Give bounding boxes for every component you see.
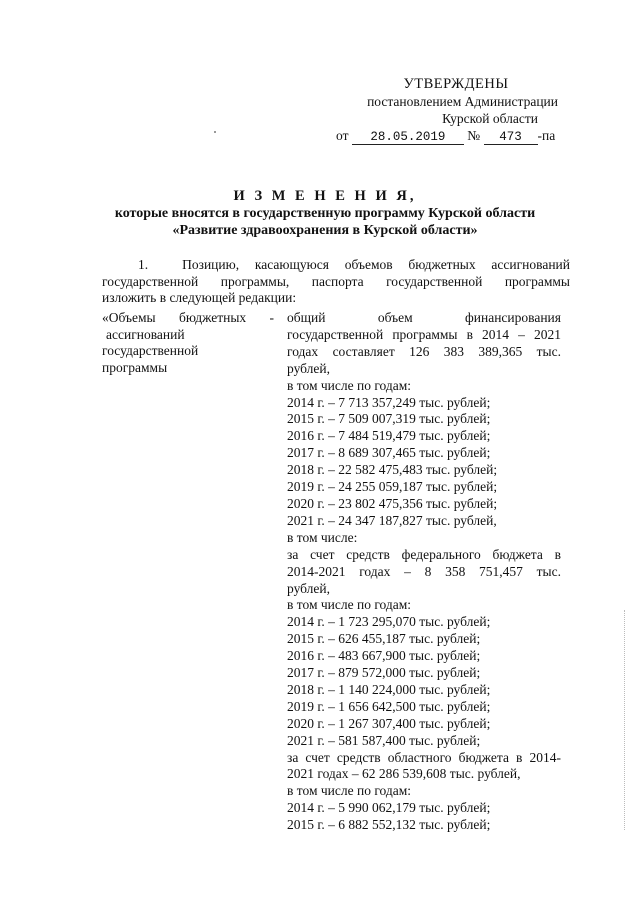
federal-by-years-label: в том числе по годам: [287,597,412,613]
federal-year-line: 2016 г. – 483 667,900 тыс. рублей; [287,648,481,664]
paragraph-1 [102,257,570,307]
approval-stamp [336,76,576,145]
heading-subtitle-1: которые вносятся в государственную программу Курской области [114,206,536,221]
paragraph-line-1: 1. Позицию, касающуюся объемов бюджетных ассигнований [102,257,570,274]
regional-year-line: 2014 г. – 5 990 062,179 тыс. рублей; [287,800,491,816]
heading-subtitle-2: «Развитие здравоохранения в Курской области» [172,223,478,238]
federal-year-line: 2017 г. – 879 572,000 тыс. рублей; [287,665,481,681]
total-year-line: 2015 г. – 7 509 007,319 тыс. рублей; [287,411,491,427]
federal-intro-line: рублей, [287,580,331,596]
paragraph-line-2: государственной программы, паспорта государственной программы [102,273,570,289]
total-year-line: 2014 г. – 7 713 357,249 тыс. рублей; [287,394,491,410]
number-label: № [467,128,481,143]
total-year-line: 2017 г. – 8 689 307,465 тыс. рублей; [287,445,491,461]
from-label: от [336,128,349,143]
funding-intro-line: годах составляет 126 383 389,365 тыс. [287,343,561,359]
paragraph-line-3: изложить в следующей редакции: [102,290,297,306]
total-year-line: 2020 г. – 23 802 475,356 тыс. рублей; [287,495,498,511]
approval-number: 473 [484,130,538,145]
number-suffix: -па [537,128,556,143]
federal-intro-line: за счет средств федерального бюджета в [287,546,561,562]
scan-edge-artifact [624,610,626,830]
federal-year-line: 2014 г. – 1 723 295,070 тыс. рублей; [287,614,491,630]
funding-intro-line: государственной программы в 2014 – 2021 [287,326,561,342]
approval-line-1: постановлением Администрации [367,94,558,109]
federal-year-line: 2015 г. – 626 455,187 тыс. рублей; [287,631,481,647]
by-years-label: в том числе по годам: [287,377,412,393]
approval-line-2: Курской области [442,111,538,126]
federal-year-line: 2018 г. – 1 140 224,000 тыс. рублей; [287,681,491,697]
federal-intro-line: 2014-2021 годах – 8 358 751,457 тыс. [287,563,561,579]
position-label-column [102,310,274,376]
regional-by-years-label: в том числе по годам: [287,783,412,799]
regional-intro-line: за счет средств областного бюджета в 2014- [287,749,561,765]
federal-year-line: 2020 г. – 1 267 307,400 тыс. рублей; [287,715,491,731]
federal-year-line: 2019 г. – 1 656 642,500 тыс. рублей; [287,698,491,714]
position-value-column [287,310,561,834]
approval-date: 28.05.2019 [352,130,464,145]
regional-year-line: 2015 г. – 6 882 552,132 тыс. рублей; [287,817,491,833]
left-col-line: программы [102,359,168,375]
funding-intro-line: общий объем финансирования [287,310,561,325]
including-label: в том числе: [287,529,358,545]
total-year-line: 2019 г. – 24 255 059,187 тыс. рублей; [287,479,498,495]
approval-date-line [336,127,576,145]
document-heading [90,188,560,239]
left-col-line: государственной [102,343,199,359]
approval-title: УТВЕРЖДЕНЫ [403,76,509,92]
left-col-line: ассигнований [106,326,185,342]
paragraph-number: 1. [138,257,149,272]
total-year-line: 2021 г. – 24 347 187,827 тыс. рублей, [287,512,497,528]
total-year-line: 2018 г. – 22 582 475,483 тыс. рублей; [287,462,498,478]
left-col-line: «Объемы бюджетных - [102,310,274,325]
funding-intro-line: рублей, [287,360,331,376]
federal-year-line: 2021 г. – 581 587,400 тыс. рублей; [287,732,481,748]
regional-intro-line: 2021 годах – 62 286 539,608 тыс. рублей, [287,766,521,782]
scan-speck [214,131,216,133]
total-year-line: 2016 г. – 7 484 519,479 тыс. рублей; [287,428,491,444]
heading-title: И З М Е Н Е Н И Я, [233,188,417,204]
